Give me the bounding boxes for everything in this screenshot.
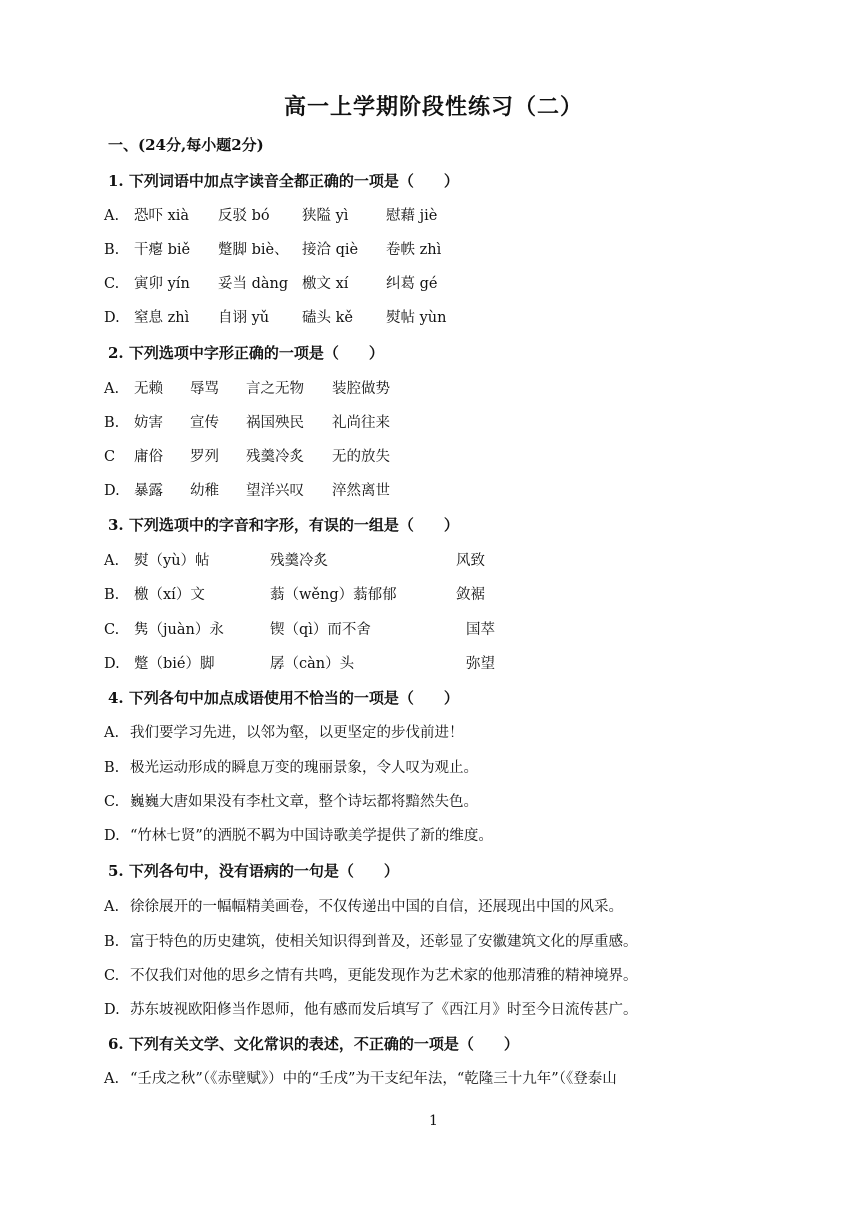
question-3-option-a: [104, 549, 485, 570]
option-key: D.: [104, 310, 120, 326]
option-item: 装腔做势: [332, 381, 390, 397]
option-text: “竹林七贤”的洒脱不羁为中国诗歌美学提供了新的维度。: [130, 828, 493, 844]
option-item: 孱（càn）头: [270, 656, 355, 672]
option-item: 祸国殃民: [246, 415, 304, 431]
option-key: C: [104, 449, 116, 465]
question-6-option-a: [104, 1067, 617, 1088]
option-item: 残羹冷炙: [246, 449, 304, 465]
option-text: 我们要学习先进，以邻为壑，以更坚定的步伐前进！: [130, 725, 464, 741]
option-key: A.: [104, 1071, 120, 1087]
option-key: A.: [104, 208, 120, 224]
option-item: 锲（qì）而不舍: [270, 622, 371, 638]
question-1-option-c: [104, 272, 437, 293]
option-text: 巍巍大唐如果没有李杜文章，整个诗坛都将黯然失色。: [130, 794, 478, 810]
option-key: D.: [104, 656, 120, 672]
option-item: 敛裾: [456, 587, 485, 603]
option-item: 慰藉 jiè: [386, 208, 438, 224]
question-5-option-d: [104, 998, 638, 1019]
question-1-option-b: [104, 238, 441, 259]
option-item: 自诩 yǔ: [218, 310, 270, 326]
option-item: 风致: [456, 553, 485, 569]
question-6-stem: 6. 下列有关文学、文化常识的表述，不正确的一项是（ ）: [108, 1035, 519, 1053]
option-item: 狭隘 yì: [302, 208, 349, 224]
option-key: D.: [104, 1002, 120, 1018]
option-item: 蹩（bié）脚: [134, 656, 215, 672]
option-item: 弥望: [466, 656, 495, 672]
option-item: 淬然离世: [332, 483, 390, 499]
option-item: 熨（yù）帖: [134, 553, 210, 569]
option-item: 檄文 xí: [302, 276, 349, 292]
option-item: 罗列: [190, 449, 219, 465]
option-item: 妨害: [134, 415, 163, 431]
option-item: 幼稚: [190, 483, 219, 499]
option-item: 檄（xí）文: [134, 587, 205, 603]
option-item: 宣传: [190, 415, 219, 431]
option-item: 残羹冷炙: [270, 553, 328, 569]
option-key: C.: [104, 276, 120, 292]
option-item: 寅卯 yín: [134, 276, 190, 292]
option-text: 极光运动形成的瞬息万变的瑰丽景象，令人叹为观止。: [130, 760, 478, 776]
option-text: 富于特色的历史建筑，使相关知识得到普及，还彰显了安徽建筑文化的厚重感。: [130, 934, 638, 950]
question-3-option-b: [104, 583, 485, 604]
option-item: 接洽 qiè: [302, 242, 359, 258]
option-item: 妥当 dàng: [218, 276, 289, 292]
question-2-option-d: [104, 479, 390, 500]
question-4-option-b: [104, 756, 478, 777]
option-item: 礼尚往来: [332, 415, 390, 431]
question-3-stem: 3. 下列选项中的字音和字形，有误的一组是（ ）: [108, 516, 459, 534]
option-item: 干瘪 biě: [134, 242, 191, 258]
option-item: 卷帙 zhì: [386, 242, 442, 258]
option-text: 不仅我们对他的思乡之情有共鸣，更能发现作为艺术家的他那清雅的精神境界。: [130, 968, 638, 984]
option-key: C.: [104, 794, 120, 810]
question-5-option-b: [104, 930, 638, 951]
option-item: 言之无物: [246, 381, 304, 397]
option-item: 恐吓 xià: [134, 208, 190, 224]
option-key: A.: [104, 899, 120, 915]
option-item: 熨帖 yùn: [386, 310, 447, 326]
option-key: A.: [104, 381, 120, 397]
option-item: 蓊（wěng）蓊郁郁: [270, 587, 397, 603]
option-key: C.: [104, 622, 120, 638]
option-key: B.: [104, 242, 120, 258]
option-key: B.: [104, 587, 120, 603]
question-3-option-c: [104, 618, 495, 639]
option-key: B.: [104, 415, 120, 431]
question-2-option-a: [104, 377, 390, 398]
question-4-option-a: [104, 721, 464, 742]
option-key: A.: [104, 553, 120, 569]
option-key: A.: [104, 725, 120, 741]
question-5-option-c: [104, 964, 638, 985]
question-5-stem: 5. 下列各句中，没有语病的一句是（ ）: [108, 862, 399, 880]
question-4-stem: 4. 下列各句中加点成语使用不恰当的一项是（ ）: [108, 689, 459, 707]
option-text: 徐徐展开的一幅幅精美画卷，不仅传递出中国的自信，还展现出中国的风采。: [130, 899, 623, 915]
option-item: 蹩脚 biè、: [218, 242, 289, 258]
question-5-option-a: [104, 895, 623, 916]
question-2-option-c: [104, 445, 390, 466]
option-item: 磕头 kě: [302, 310, 353, 326]
question-4-option-d: [104, 824, 493, 845]
option-key: C.: [104, 968, 120, 984]
section-heading: 一、(24分,每小题2分): [108, 136, 264, 154]
question-1-option-d: [104, 306, 446, 327]
option-item: 纠葛 gé: [386, 276, 438, 292]
option-item: 辱骂: [190, 381, 219, 397]
option-item: 窒息 zhì: [134, 310, 190, 326]
question-2-stem: 2. 下列选项中字形正确的一项是（ ）: [108, 344, 384, 362]
option-item: 反驳 bó: [218, 208, 270, 224]
question-1-stem: 1. 下列词语中加点字读音全都正确的一项是（ ）: [108, 172, 459, 190]
option-item: 暴露: [134, 483, 163, 499]
option-key: D.: [104, 828, 120, 844]
page-title: 高一上学期阶段性练习（二）: [283, 94, 583, 120]
question-2-option-b: [104, 411, 390, 432]
option-item: 庸俗: [134, 449, 163, 465]
option-key: B.: [104, 934, 120, 950]
question-4-option-c: [104, 790, 478, 811]
question-1-option-a: [104, 204, 437, 225]
option-key: D.: [104, 483, 120, 499]
option-item: 国萃: [466, 622, 495, 638]
option-item: 隽（juàn）永: [134, 622, 224, 638]
option-item: 望洋兴叹: [246, 483, 304, 499]
page-number: 1: [429, 1113, 438, 1129]
question-3-option-d: [104, 652, 495, 673]
option-text: 苏东坡视欧阳修当作恩师，他有感而发后填写了《西江月》时至今日流传甚广。: [130, 1002, 638, 1018]
option-item: 无的放失: [332, 449, 390, 465]
option-text: “壬戌之秋”（《赤壁赋》）中的“壬戌”为干支纪年法，“乾隆三十九年”（《登泰山: [130, 1071, 617, 1087]
option-item: 无赖: [134, 381, 163, 397]
option-key: B.: [104, 760, 120, 776]
